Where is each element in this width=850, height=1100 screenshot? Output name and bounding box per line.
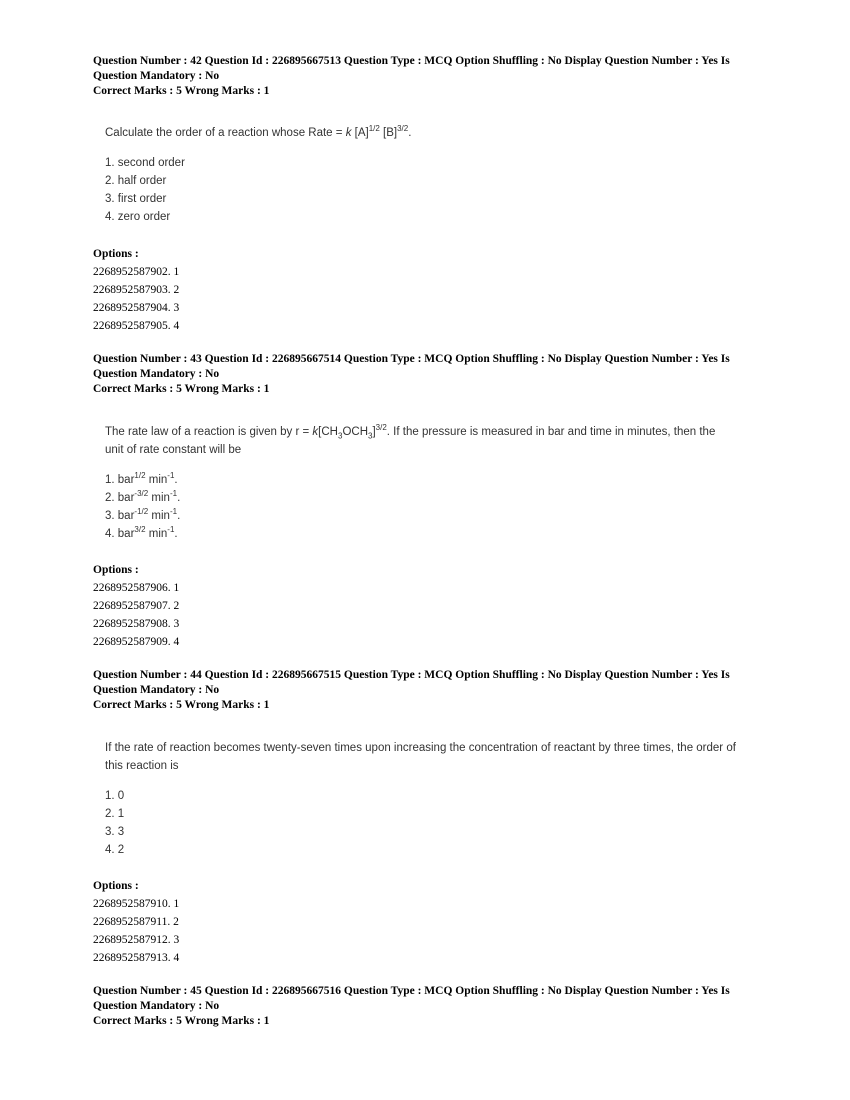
option-line: 2268952587911. 2 xyxy=(93,916,179,928)
option-line: 2268952587913. 4 xyxy=(93,952,180,964)
answer-choice: 4. zero order xyxy=(105,211,171,223)
question-meta: Question Number : 42 Question Id : 226895667513 Question Type : MCQ Option Shuffling : No Display Question Number : Yes Is Question Mandatory : No xyxy=(93,55,730,82)
question-text: Calculate the order of a reaction whose Rate = k $[A]^{1/2}$ $[B]^{3/2}$. xyxy=(105,124,412,139)
question-marks: Correct Marks : 5 Wrong Marks : 1 xyxy=(93,1015,270,1027)
options-list-44 xyxy=(93,878,763,967)
option-line: 2268952587905. 4 xyxy=(93,320,180,332)
question-body-44 xyxy=(93,739,743,859)
option-line: 2268952587909. 4 xyxy=(93,636,180,648)
answer-choice: 1. bar$^{1/2}$ $\min^{-1}$. xyxy=(105,471,178,486)
option-line: 2268952587904. 3 xyxy=(93,302,180,314)
option-line: 2268952587910. 1 xyxy=(93,898,180,910)
question-meta: Question Number : 45 Question Id : 226895667516 Question Type : MCQ Option Shuffling : No Display Question Number : Yes Is Question Mandatory : No xyxy=(93,985,730,1012)
answer-choices xyxy=(105,154,763,226)
option-line: 2268952587902. 1 xyxy=(93,266,180,278)
question-body-42 xyxy=(93,124,763,226)
options-label: Options : xyxy=(93,248,139,260)
options-label: Options : xyxy=(93,880,139,892)
answer-choices xyxy=(105,787,743,859)
question-marks: Correct Marks : 5 Wrong Marks : 1 xyxy=(93,699,270,711)
answer-choice: 3. bar$^{-1/2}$ $\min^{-1}$. xyxy=(105,507,181,522)
answer-choice: 2. bar$^{-3/2}$ $\min^{-1}$. xyxy=(105,489,181,504)
question-block-43 xyxy=(93,352,763,397)
question-marks: Correct Marks : 5 Wrong Marks : 1 xyxy=(93,85,270,97)
answer-choices xyxy=(105,471,733,543)
answer-choice: 1. 0 xyxy=(105,790,125,802)
question-text: If the rate of reaction becomes twenty-seven times upon increasing the concentration of reactant by three times, the order of this reaction is xyxy=(105,742,736,772)
options-list-42 xyxy=(93,246,763,335)
option-line: 2268952587906. 1 xyxy=(93,582,180,594)
answer-choice: 2. 1 xyxy=(105,808,125,820)
question-body-43 xyxy=(93,423,733,543)
answer-choice: 3. first order xyxy=(105,193,167,205)
answer-choice: 4. bar$^{3/2}$ $\min^{-1}$. xyxy=(105,525,178,540)
question-text: The rate law of a reaction is given by $r = k[CH_3OCH_3]^{3/2}$. If the pressure is measured in bar and time in minutes, then the unit of rate constant will be xyxy=(105,423,716,456)
option-line: 2268952587912. 3 xyxy=(93,934,180,946)
question-block-44 xyxy=(93,668,763,713)
question-marks: Correct Marks : 5 Wrong Marks : 1 xyxy=(93,383,270,395)
answer-choice: 2. half order xyxy=(105,175,167,187)
answer-choice: 4. 2 xyxy=(105,844,125,856)
question-meta: Question Number : 44 Question Id : 226895667515 Question Type : MCQ Option Shuffling : No Display Question Number : Yes Is Question Mandatory : No xyxy=(93,669,730,696)
answer-choice: 1. second order xyxy=(105,157,185,169)
options-label: Options : xyxy=(93,564,139,576)
options-list-43 xyxy=(93,562,763,651)
option-line: 2268952587907. 2 xyxy=(93,600,180,612)
answer-choice: 3. 3 xyxy=(105,826,125,838)
question-block-45 xyxy=(93,984,763,1029)
question-block-42 xyxy=(93,54,763,99)
option-line: 2268952587903. 2 xyxy=(93,284,180,296)
option-line: 2268952587908. 3 xyxy=(93,618,180,630)
question-meta: Question Number : 43 Question Id : 226895667514 Question Type : MCQ Option Shuffling : No Display Question Number : Yes Is Question Mandatory : No xyxy=(93,353,730,380)
